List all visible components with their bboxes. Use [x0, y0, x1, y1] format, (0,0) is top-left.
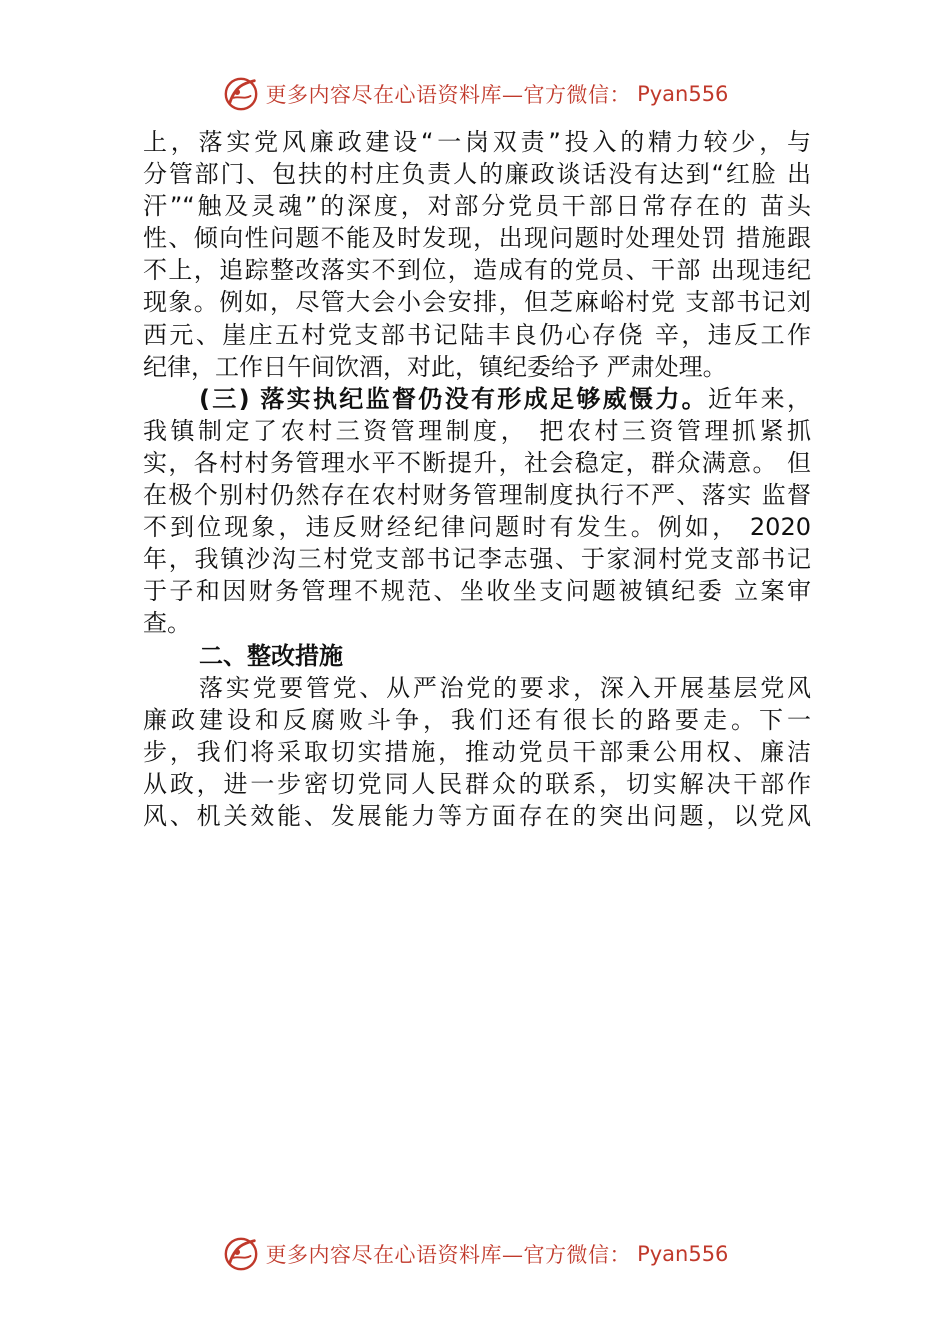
paragraph-2-line: 查。 [143, 609, 191, 638]
paragraph-2-line: 年，我镇沙沟三村党支部书记李志强、于家洞村党支部书记 [143, 545, 811, 574]
logo-icon [222, 75, 260, 113]
paragraph-2-line: 于子和因财务管理不规范、坐收坐支问题被镇纪委 立案审 [143, 577, 811, 606]
paragraph-2-first-tail: 近年来， [708, 384, 812, 413]
paragraph-1-line: 西元、崖庄五村党支部书记陆丰良仍心存侥 辛，违反工作 [143, 320, 811, 349]
document-body [143, 126, 811, 832]
watermark-contact: Pyan556 [637, 82, 729, 106]
footer-watermark [0, 1232, 950, 1276]
paragraph-1-line: 纪律，工作日午间饮酒，对此，镇纪委给予 严肃处理。 [143, 352, 727, 381]
watermark-text: 更多内容尽在心语资料库—官方微信： [265, 1243, 632, 1267]
section-heading: 二、整改措施 [199, 641, 343, 670]
watermark-text: 更多内容尽在心语资料库—官方微信： [265, 83, 632, 107]
paragraph-2-line: 实，各村村务管理水平不断提升，社会稳定，群众满意。 但 [143, 448, 811, 477]
paragraph-3-line: 落实党要管党、从严治党的要求，深入开展基层党风 [199, 673, 811, 702]
paragraph-3-line: 风、机关效能、发展能力等方面存在的突出问题，以党风 [143, 801, 811, 830]
paragraph-2-line: 在极个别村仍然存在农村财务管理制度执行不严、落实 监督 [143, 481, 811, 510]
logo-icon [222, 1235, 260, 1273]
paragraph-2-first-line [143, 383, 811, 415]
paragraph-1-line: 汗”“触及灵魂”的深度，对部分党员干部日常存在的 苗头 [143, 192, 811, 221]
paragraph-1-line: 不上，追踪整改落实不到位，造成有的党员、干部 出现违纪 [143, 256, 811, 285]
paragraph-1-line: 上，落实党风廉政建设“一岗双责”投入的精力较少，与 [143, 128, 811, 156]
paragraph-1-line: 分管部门、包扶的村庄负责人的廉政谈话没有达到“红脸 出 [143, 160, 811, 189]
header-watermark [0, 72, 950, 116]
paragraph-2-line: 不到位现象，违反财经纪律问题时有发生。例如， 2020 [143, 513, 811, 542]
paragraph-3-line: 廉政建设和反腐败斗争，我们还有很长的路要走。下一 [143, 705, 811, 734]
watermark-contact: Pyan556 [637, 1242, 729, 1266]
paragraph-1-line: 性、倾向性问题不能及时发现，出现问题时处理处罚 措施跟 [143, 224, 811, 253]
paragraph-3-line: 从政，进一步密切党同人民群众的联系，切实解决干部作 [143, 769, 811, 798]
subsection-heading: (三) 落实执纪监督仍没有形成足够威慑力。 [199, 384, 708, 413]
paragraph-3-line: 步，我们将采取切实措施，推动党员干部秉公用权、廉洁 [143, 737, 811, 766]
paragraph-1-line: 现象。例如，尽管大会小会安排，但芝麻峪村党 支部书记刘 [143, 288, 811, 317]
paragraph-2-line: 我镇制定了农村三资管理制度， 把农村三资管理抓紧抓 [143, 416, 811, 445]
